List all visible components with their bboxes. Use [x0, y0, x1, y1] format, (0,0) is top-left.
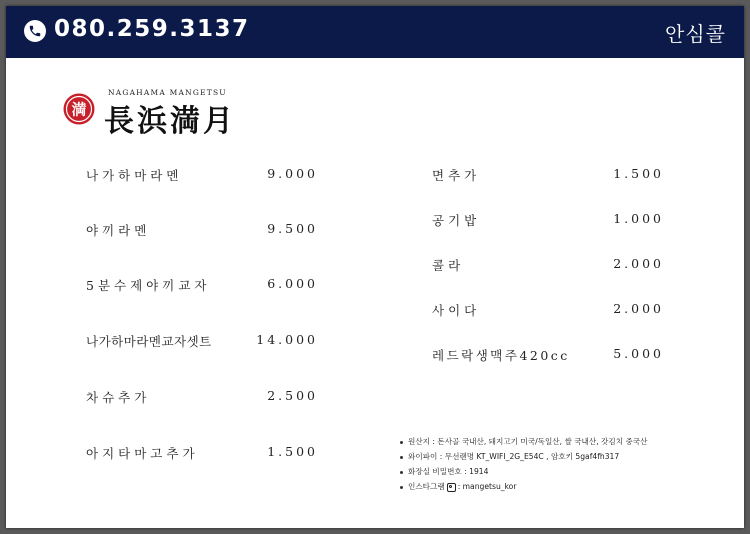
instagram-icon: [447, 483, 456, 492]
menu-item: [86, 444, 318, 464]
instagram-handle: : mangetsu_kor: [457, 482, 517, 491]
menu-item-name: 면추가: [432, 168, 481, 183]
logo-subtitle: NAGAHAMA MANGETSU: [108, 88, 227, 97]
menu-item-price: 1.500: [613, 166, 664, 181]
menu-item-price: 9.000: [267, 166, 318, 181]
phone-icon: [24, 20, 46, 42]
bullet-icon: [400, 441, 403, 444]
menu-item-name: 사이다: [432, 303, 481, 318]
note-origin: [400, 434, 647, 449]
menu-item: [432, 166, 664, 186]
menu-item: [432, 211, 664, 231]
menu-item-price: 2.500: [267, 388, 318, 403]
menu-item-name: 콜라: [432, 258, 465, 273]
instagram-label: 인스타그램: [408, 482, 445, 491]
info-notes: [400, 434, 647, 494]
menu-item: [432, 301, 664, 321]
note-restroom-text: 화장실 비밀번호 : 1914: [408, 467, 489, 476]
menu-item-name: 공기밥: [432, 213, 481, 228]
logo-seal-char: 満: [71, 100, 87, 119]
menu-item-price: 5.000: [613, 346, 664, 361]
logo-seal-icon: [62, 92, 96, 126]
menu-item: [432, 256, 664, 276]
menu-sheet: [6, 6, 744, 528]
note-origin-text: 원산지 : 돈사골 국내산, 돼지고기 미국/독일산, 쌀 국내산, 갓김치 중국산: [408, 437, 648, 446]
note-wifi-text: 와이파이 : 무선랜명 KT_WIFI_2G_E54C , 암호키 5gaf4fh317: [408, 452, 620, 461]
menu-item: [86, 221, 318, 241]
menu-item-name: 나가하마라멘: [86, 168, 183, 183]
menu-item-name: 5분수제야끼교자: [86, 278, 211, 293]
header-bar: [6, 6, 744, 58]
phone-number: 080.259.3137: [54, 16, 250, 42]
menu-item-price: 9.500: [267, 221, 318, 236]
menu-item: [86, 332, 318, 352]
bullet-icon: [400, 486, 403, 489]
menu-item-name: 나가하마라멘교자셋트: [86, 334, 212, 349]
menu-item-price: 2.000: [613, 301, 664, 316]
menu-item-name: 야끼라멘: [86, 223, 151, 238]
menu-item: [432, 346, 664, 366]
menu-item-name: 레드락생맥주420cc: [432, 348, 570, 363]
menu-item-price: 2.000: [613, 256, 664, 271]
menu-item: [86, 276, 318, 296]
menu-item-price: 14.000: [256, 332, 318, 347]
note-wifi: [400, 449, 647, 464]
bullet-icon: [400, 471, 403, 474]
safe-call-label: 안심콜: [665, 22, 726, 46]
menu-item: [86, 388, 318, 408]
note-restroom: [400, 464, 647, 479]
menu-item-price: 1.000: [613, 211, 664, 226]
menu-item-price: 1.500: [267, 444, 318, 459]
menu-item: [86, 166, 318, 186]
menu-item-price: 6.000: [267, 276, 318, 291]
bullet-icon: [400, 456, 403, 459]
menu-item-name: 아지타마고추가: [86, 446, 199, 461]
logo-name: 長浜満月: [104, 104, 236, 139]
note-instagram: [400, 479, 647, 494]
menu-item-name: 차슈추가: [86, 390, 151, 405]
